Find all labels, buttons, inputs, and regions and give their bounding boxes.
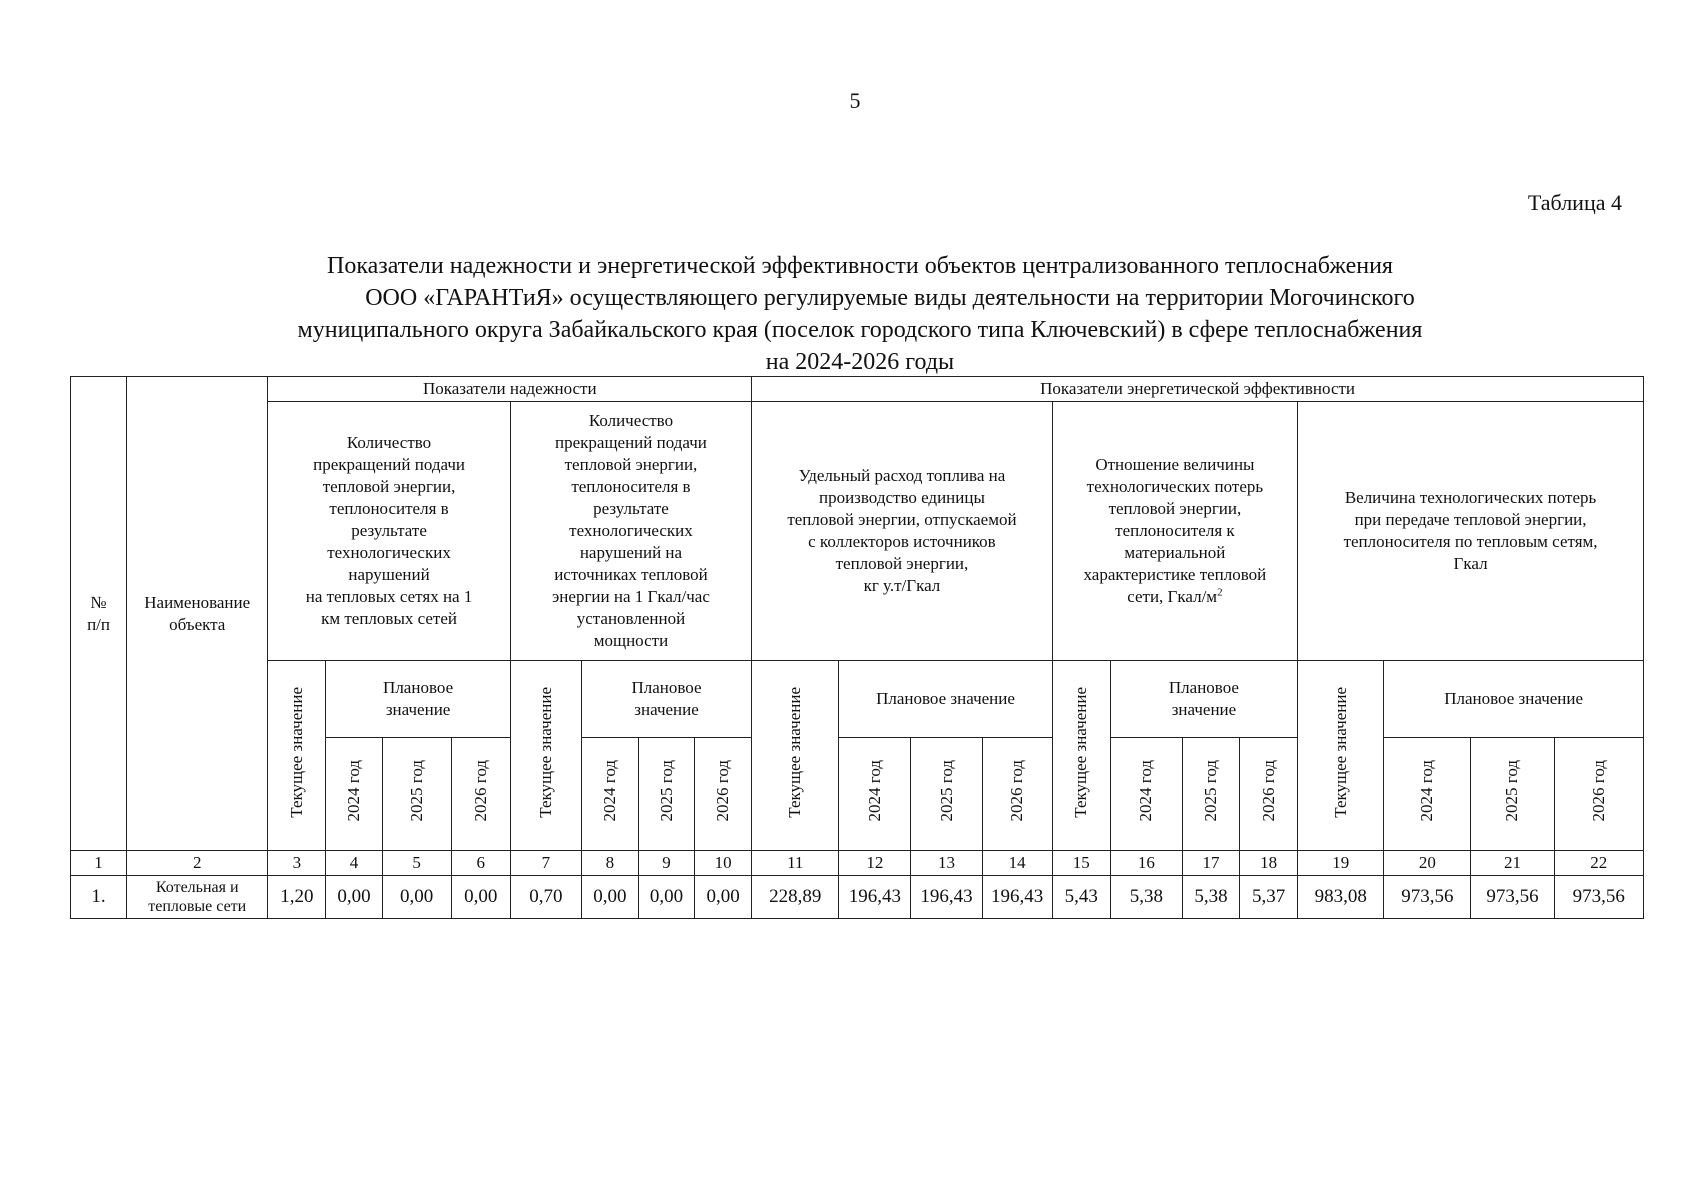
table-label: Таблица 4 <box>1527 190 1622 215</box>
row-object-name: Котельная и тепловые сети <box>127 876 268 919</box>
column-number: 7 <box>510 851 581 876</box>
row-value: 228,89 <box>752 876 839 919</box>
year-label: 2024 год <box>1136 760 1156 822</box>
current-value-label: Текущее значение <box>1071 687 1091 818</box>
header-year <box>1240 738 1298 851</box>
header-current-value <box>752 661 839 851</box>
header-object-name: Наименование объекта <box>127 377 268 851</box>
column-number: 13 <box>911 851 982 876</box>
header-year <box>1471 738 1554 851</box>
header-indicator-heat-losses: Величина технологических потерь при передаче тепловой энергии, теплоносителя по тепловым сетям, Гкал <box>1298 402 1644 661</box>
year-label: 2025 год <box>656 760 676 822</box>
row-value: 0,00 <box>638 876 694 919</box>
current-value-label: Текущее значение <box>785 687 805 818</box>
column-number: 3 <box>268 851 326 876</box>
row-value: 196,43 <box>839 876 911 919</box>
row-value: 5,38 <box>1110 876 1182 919</box>
row-value: 5,43 <box>1052 876 1110 919</box>
row-value: 5,38 <box>1182 876 1239 919</box>
loss-ratio-text: Отношение величины технологических потерь тепловой энергии, теплоносителя к материальной характеристике тепловой сети, Гкал/м <box>1083 455 1267 606</box>
row-number: 1. <box>71 876 127 919</box>
year-label: 2025 год <box>1200 760 1220 822</box>
year-label: 2024 год <box>343 760 363 822</box>
column-number: 14 <box>982 851 1052 876</box>
title-line-1: Показатели надежности и энергетической эффективности объектов централизованного теплоснабжения <box>327 253 1393 279</box>
header-efficiency-group: Показатели энергетической эффективности <box>752 377 1644 402</box>
header-year <box>382 738 451 851</box>
header-year <box>1554 738 1643 851</box>
column-number: 10 <box>695 851 752 876</box>
column-number: 19 <box>1298 851 1384 876</box>
column-number: 16 <box>1110 851 1182 876</box>
header-year <box>581 738 638 851</box>
column-number: 21 <box>1471 851 1554 876</box>
row-value: 973,56 <box>1384 876 1471 919</box>
column-number: 6 <box>451 851 510 876</box>
year-label: 2024 год <box>1417 760 1437 822</box>
row-value: 0,00 <box>695 876 752 919</box>
row-value: 5,37 <box>1240 876 1298 919</box>
column-number: 4 <box>326 851 382 876</box>
column-number: 8 <box>581 851 638 876</box>
year-label: 2026 год <box>713 760 733 822</box>
header-planned-value: Плановое значение <box>839 661 1052 738</box>
column-number: 18 <box>1240 851 1298 876</box>
header-year <box>839 738 911 851</box>
header-year <box>695 738 752 851</box>
year-label: 2025 год <box>406 760 426 822</box>
column-number: 2 <box>127 851 268 876</box>
year-label: 2024 год <box>864 760 884 822</box>
row-value: 973,56 <box>1554 876 1643 919</box>
header-year <box>1182 738 1239 851</box>
column-number: 12 <box>839 851 911 876</box>
current-value-label: Текущее значение <box>286 687 306 818</box>
current-value-label: Текущее значение <box>535 687 555 818</box>
column-number: 17 <box>1182 851 1239 876</box>
row-value: 196,43 <box>911 876 982 919</box>
column-number: 11 <box>752 851 839 876</box>
year-label: 2026 год <box>1258 760 1278 822</box>
year-label: 2025 год <box>936 760 956 822</box>
column-number: 1 <box>71 851 127 876</box>
header-planned-value: Плановое значение <box>581 661 751 738</box>
row-value: 0,00 <box>326 876 382 919</box>
header-current-value <box>268 661 326 851</box>
column-number: 20 <box>1384 851 1471 876</box>
title-line-2: ООО «ГАРАНТиЯ» осуществляющего регулируемые виды деятельности на территории Могочинского <box>365 285 1415 311</box>
column-number: 5 <box>382 851 451 876</box>
year-label: 2026 год <box>1007 760 1027 822</box>
column-number: 15 <box>1052 851 1110 876</box>
header-current-value <box>1052 661 1110 851</box>
loss-ratio-superscript: 2 <box>1217 586 1223 599</box>
header-planned-value: Плановое значение <box>1110 661 1297 738</box>
header-indicator-source-outages: Количество прекращений подачи тепловой энергии, теплоносителя в результате технологических нарушений на источниках тепловой энергии на 1 Гкал/час установленной мощности <box>510 402 751 661</box>
header-row-number: № п/п <box>71 377 127 851</box>
header-year <box>451 738 510 851</box>
title-line-4: на 2024-2026 годы <box>765 349 955 375</box>
document-title <box>150 250 1570 378</box>
column-number: 22 <box>1554 851 1643 876</box>
year-label: 2025 год <box>1502 760 1522 822</box>
header-planned-value: Плановое значение <box>1384 661 1644 738</box>
header-indicator-loss-ratio <box>1052 402 1297 661</box>
page-number: 5 <box>849 88 861 113</box>
row-value: 196,43 <box>982 876 1052 919</box>
row-value: 0,70 <box>510 876 581 919</box>
row-value: 973,56 <box>1471 876 1554 919</box>
header-current-value <box>1298 661 1384 851</box>
header-year <box>1110 738 1182 851</box>
year-label: 2026 год <box>470 760 490 822</box>
row-value: 0,00 <box>382 876 451 919</box>
header-year <box>982 738 1052 851</box>
year-label: 2024 год <box>599 760 619 822</box>
column-number: 9 <box>638 851 694 876</box>
title-line-3: муниципального округа Забайкальского края (поселок городского типа Ключевский) в сфере теплоснабжения <box>297 317 1423 343</box>
year-label: 2026 год <box>1588 760 1608 822</box>
header-year <box>1384 738 1471 851</box>
current-value-label: Текущее значение <box>1330 687 1350 818</box>
row-value: 1,20 <box>268 876 326 919</box>
header-indicator-network-outages: Количество прекращений подачи тепловой энергии, теплоносителя в результате технологических нарушений на тепловых сетях на 1 км тепловых сетей <box>268 402 510 661</box>
column-number-row <box>71 851 1644 876</box>
row-value: 0,00 <box>581 876 638 919</box>
table-row <box>71 876 1644 919</box>
header-indicator-fuel-consumption: Удельный расход топлива на производство единицы тепловой энергии, отпускаемой с коллекторов источников тепловой энергии, кг у.т/Гкал <box>752 402 1053 661</box>
header-year <box>911 738 982 851</box>
row-value: 0,00 <box>451 876 510 919</box>
row-value: 983,08 <box>1298 876 1384 919</box>
header-year <box>326 738 382 851</box>
indicators-table <box>70 376 1644 919</box>
header-planned-value: Плановое значение <box>326 661 510 738</box>
header-year <box>638 738 694 851</box>
header-current-value <box>510 661 581 851</box>
header-reliability-group: Показатели надежности <box>268 377 752 402</box>
